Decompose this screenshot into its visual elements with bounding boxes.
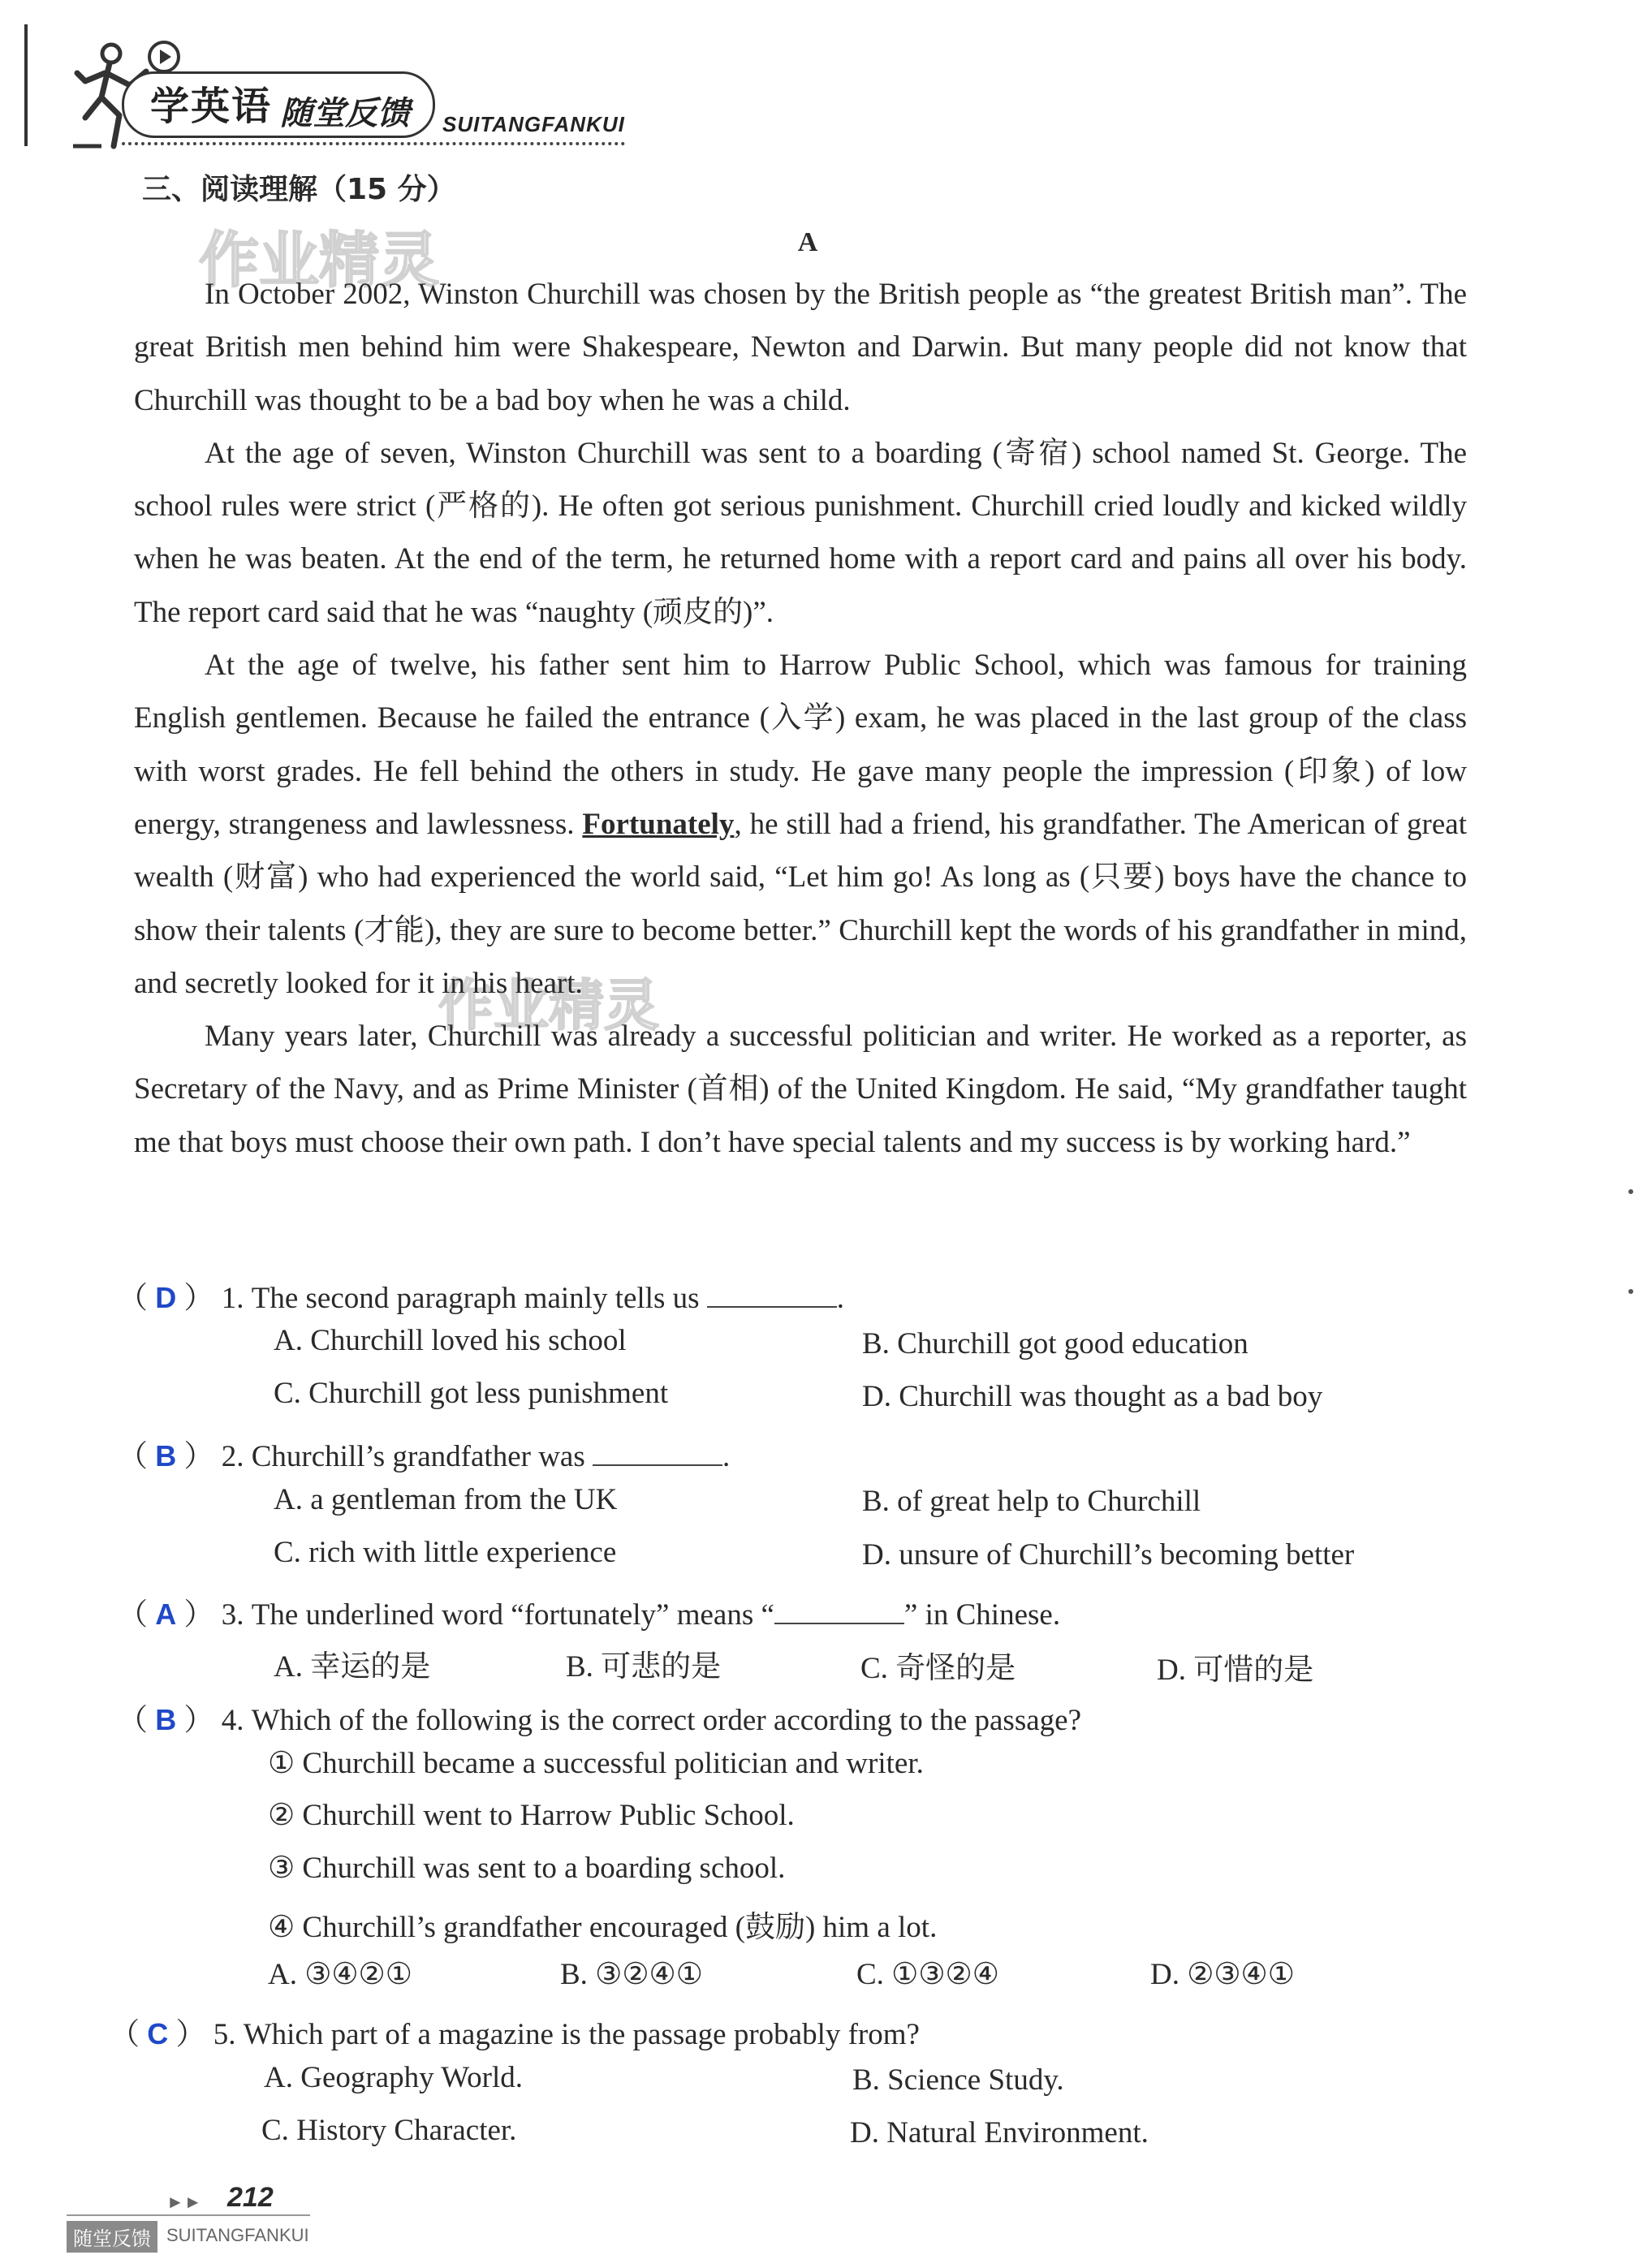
passage-paragraph-2: At the age of seven, Winston Churchill was sent to a boarding (寄宿) school named St. George. The school rules were strict (严格的). He often got serious punishment. Churchill cried loudly and kicked wildly when he was beaten. At the end of the term, he returned home with a report card and pains all over his body. The report card said that he was “naughty (顽皮的)”.: [134, 436, 1467, 629]
event-4: ④ Churchill’s grandfather encouraged (鼓励) him a lot.: [268, 1911, 938, 1944]
answer-bracket: （: [118, 1282, 156, 1315]
footer-latin-text: SUITANGFANKUI: [166, 2225, 309, 2245]
underlined-word: Fortunately: [582, 807, 735, 841]
paragraph-3-part-1: At the age of twelve, his father sent him to Harrow Public School, which was famous for training English gentlemen. Because he failed the entrance (入学) exam, he was placed in the last group of the class with worst grades. He fell behind the others in study. He gave many people the impression (印象) of low energy, strangeness and lawlessness.: [134, 649, 1467, 841]
option-d: D. 可惜的是: [1157, 1654, 1314, 1687]
watermark: 作业精灵: [199, 226, 439, 295]
passage-paragraph-4: Many years later, Churchill was already a successful politician and writer. He worked as a reporter, as Secretary of the Navy, and as Prime Minister (首相) of the United Kingdom. He said, “My grandfather taught me that boys must choose their own path. I don’t have special talents and my success is by working hard.”: [134, 1020, 1467, 1159]
logo-latin-text: SUITANGFANKUI: [442, 112, 625, 136]
question-stem-end: ” in Chinese.: [903, 1598, 1061, 1632]
question-4: [118, 1695, 1081, 1739]
header-dotted-rule: [122, 142, 625, 145]
answer-blank: [707, 1282, 837, 1308]
answer-bracket-close: ）: [176, 1440, 214, 1473]
answer-mark: C: [147, 2017, 169, 2050]
question-5: [110, 2009, 920, 2053]
answer-bracket-close: ）: [176, 1598, 214, 1632]
answer-mark: B: [155, 1439, 177, 1472]
event-3: ③ Churchill was sent to a boarding school.: [268, 1852, 786, 1885]
option-a: A. a gentleman from the UK: [274, 1483, 618, 1516]
answer-mark: B: [155, 1703, 177, 1736]
question-stem: 5. Which part of a magazine is the passage probably from?: [213, 2018, 920, 2051]
header-vertical-rule: [24, 24, 28, 146]
watermark: 作业精灵: [438, 974, 660, 1038]
section-title: 三、阅读理解（15 分）: [142, 173, 456, 206]
question-3: [118, 1589, 1060, 1633]
option-b: B. of great help to Churchill: [862, 1485, 1201, 1518]
option-b: B. Science Study.: [852, 2063, 1064, 2097]
question-stem: 1. The second paragraph mainly tells us: [221, 1282, 700, 1315]
answer-mark: A: [155, 1598, 177, 1631]
option-d: D. ②③④①: [1150, 1958, 1295, 1991]
option-b: B. Churchill got good education: [862, 1327, 1248, 1360]
option-c: C. 奇怪的是: [860, 1652, 1016, 1685]
question-2: [118, 1431, 730, 1475]
option-c: C. ①③②④: [856, 1958, 999, 1991]
answer-bracket: （: [110, 2018, 148, 2051]
passage-paragraph-3: [134, 639, 1467, 1010]
page-number: 212: [227, 2182, 274, 2213]
logo-sub-text: 随堂反馈: [280, 95, 410, 132]
option-d: D. unsure of Churchill’s becoming better: [862, 1538, 1355, 1572]
option-a: A. Churchill loved his school: [274, 1324, 627, 1357]
question-stem-end: .: [836, 1282, 844, 1315]
logo-main-text: 学英语: [150, 84, 273, 129]
option-a: A. 幸运的是: [274, 1650, 431, 1684]
reading-passage: [134, 268, 1467, 1169]
option-c: C. Churchill got less punishment: [274, 1377, 669, 1410]
option-d: D. Churchill was thought as a bad boy: [862, 1380, 1323, 1413]
footer-arrow-icon: ►►: [166, 2192, 202, 2212]
question-1: [118, 1273, 844, 1317]
option-b: B. 可悲的是: [566, 1650, 722, 1684]
event-2: ② Churchill went to Harrow Public School.: [268, 1799, 795, 1832]
question-stem-end: .: [722, 1440, 731, 1473]
answer-bracket: （: [118, 1704, 156, 1737]
play-icon: [146, 39, 182, 75]
question-stem: 4. Which of the following is the correct order according to the passage?: [221, 1704, 1082, 1737]
answer-bracket: （: [118, 1440, 156, 1473]
passage-paragraph-1: In October 2002, Winston Churchill was chosen by the British people as “the greatest British man”. The great British men behind him were Shakespeare, Newton and Darwin. But many people did not know that Churchill was thought to be a bad boy when he was a child.: [134, 278, 1467, 417]
answer-blank: [774, 1598, 904, 1624]
question-stem: 3. The underlined word “fortunately” means “: [221, 1598, 774, 1632]
margin-dot: [1628, 1189, 1633, 1194]
event-1: ① Churchill became a successful politician and writer.: [268, 1747, 924, 1780]
answer-bracket: （: [118, 1598, 156, 1632]
option-c: C. History Character.: [261, 2114, 517, 2147]
option-a: A. ③④②①: [268, 1958, 412, 1991]
option-b: B. ③②④①: [560, 1958, 703, 1991]
option-a: A. Geography World.: [264, 2061, 523, 2094]
option-d: D. Natural Environment.: [850, 2116, 1149, 2149]
answer-bracket-close: ）: [176, 1704, 214, 1737]
margin-dot: [1628, 1289, 1633, 1294]
answer-bracket-close: ）: [176, 1282, 214, 1315]
passage-title: A: [797, 227, 818, 257]
paragraph-3-part-2: , he still had a friend, his grandfather. The American of great wealth (财富) who had experienced the world said, “Let him go! As long as (只要) boys have the chance to show their talents (才能), they are sure to become better.” Churchill kept the words of his grandfather in mind, and secretly looked for it in his heart.: [134, 807, 1467, 1000]
answer-bracket-close: ）: [168, 2018, 206, 2051]
question-stem: 2. Churchill’s grandfather was: [221, 1440, 585, 1473]
answer-mark: D: [155, 1281, 177, 1314]
answer-blank: [593, 1440, 722, 1466]
option-c: C. rich with little experience: [274, 1536, 617, 1569]
footer-rule: [67, 2214, 310, 2216]
footer-badge: 随堂反馈: [67, 2221, 157, 2253]
